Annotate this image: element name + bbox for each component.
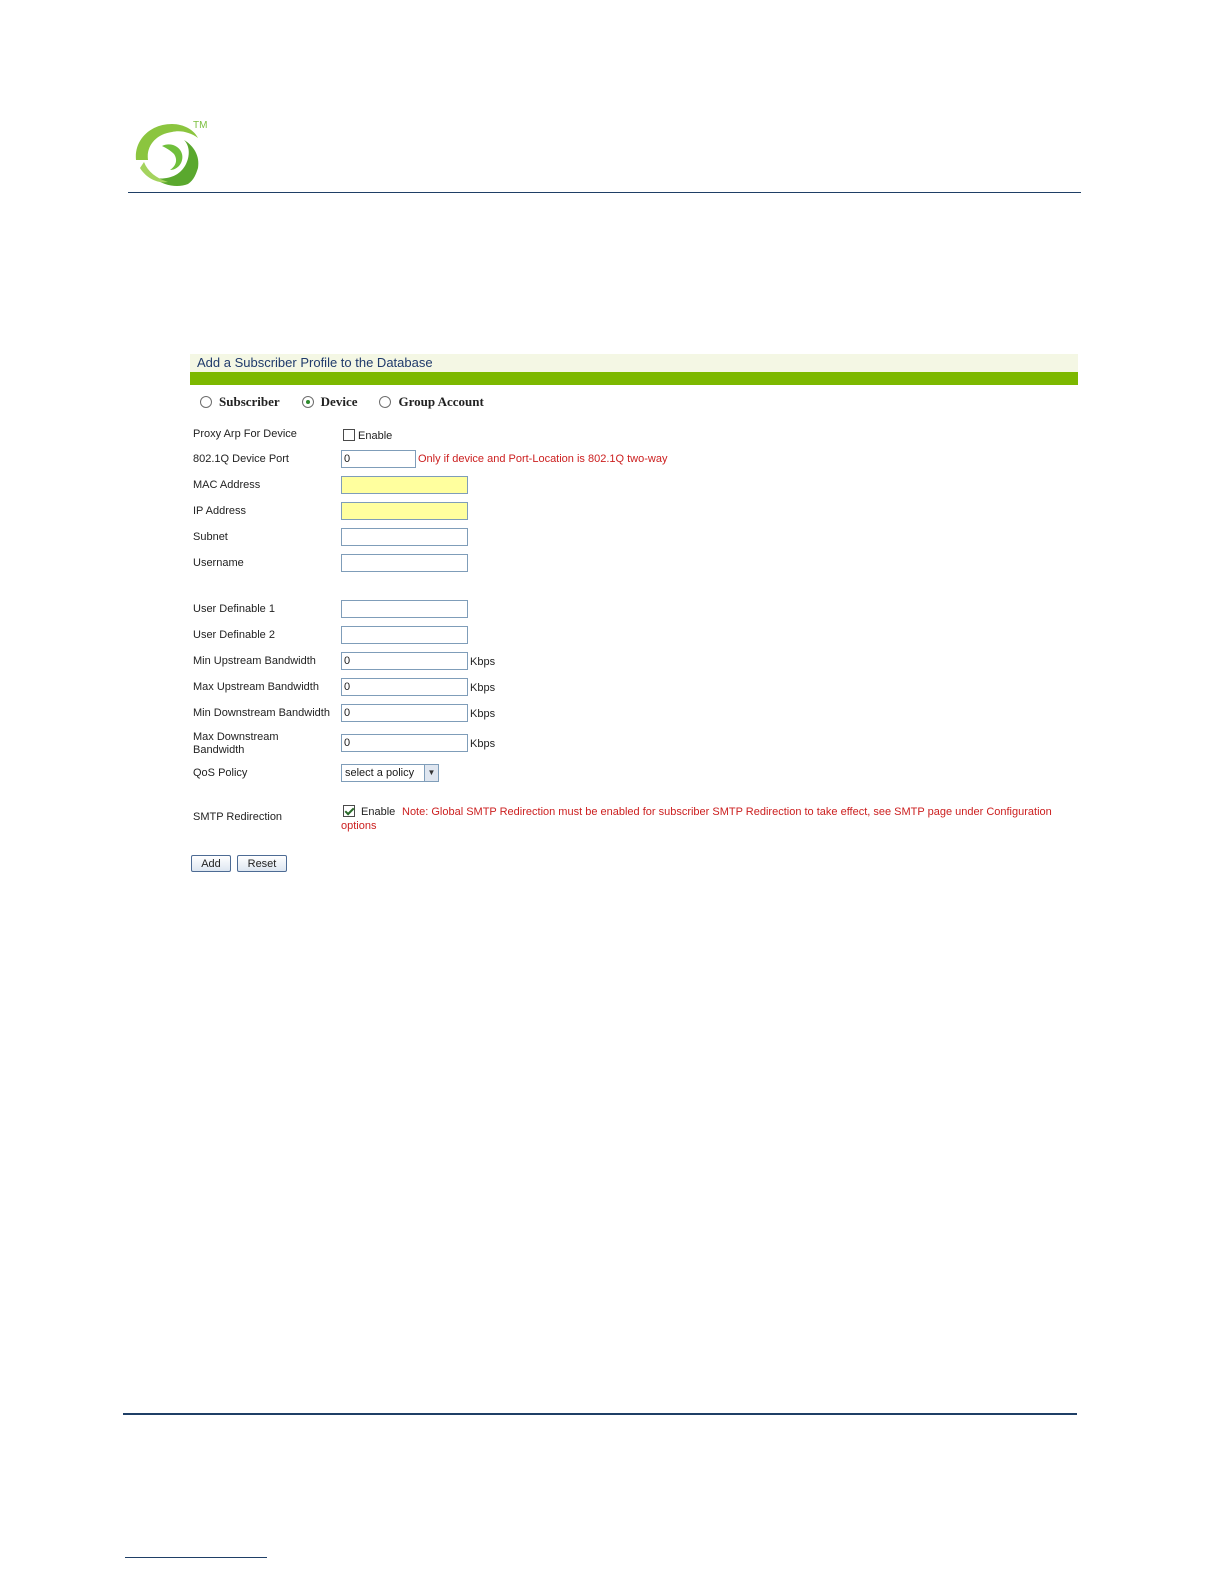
max-downstream-input[interactable]: 0 (341, 734, 468, 752)
footnote-rule (125, 1557, 267, 1558)
max-downstream-label (193, 731, 279, 757)
user-definable-1-label: User Definable 1 (193, 603, 275, 615)
trademark-text: TM (193, 120, 208, 131)
mac-address-label: MAC Address (193, 479, 261, 491)
min-downstream-label: Min Downstream Bandwidth (193, 707, 330, 719)
ip-address-label: IP Address (193, 505, 246, 517)
header-divider (128, 192, 1081, 193)
user-definable-2-input[interactable] (341, 626, 468, 644)
radio-label: Device (320, 394, 358, 409)
proxy-arp-checkbox[interactable] (343, 429, 355, 441)
mac-address-input[interactable] (341, 476, 468, 494)
radio-button[interactable] (379, 396, 391, 408)
panel-title: Add a Subscriber Profile to the Database (190, 354, 1078, 372)
proxy-arp-enable-label: Enable (358, 430, 393, 442)
qos-policy-selected: select a policy (345, 767, 415, 779)
add-button[interactable]: Add (191, 855, 231, 872)
radio-label: Subscriber (219, 394, 280, 409)
min-upstream-unit: Kbps (470, 656, 496, 668)
dot1q-port-note: Only if device and Port-Location is 802.1Q two-way (418, 453, 668, 465)
panel-accent-bar (190, 372, 1078, 385)
reset-button[interactable]: Reset (237, 855, 287, 872)
smtp-redirection-note-continued: options (341, 820, 377, 832)
username-input[interactable] (341, 554, 468, 572)
ip-address-input[interactable] (341, 502, 468, 520)
max-downstream-label-line2: Bandwidth (193, 744, 245, 756)
max-upstream-input[interactable]: 0 (341, 678, 468, 696)
smtp-redirection-checkbox[interactable] (343, 805, 355, 817)
max-downstream-label-line1: Max Downstream (193, 731, 279, 743)
user-definable-1-input[interactable] (341, 600, 468, 618)
smtp-redirection-enable-label: Enable (361, 806, 396, 818)
user-definable-2-label: User Definable 2 (193, 629, 275, 641)
min-downstream-input[interactable]: 0 (341, 704, 468, 722)
radio-group-account[interactable] (379, 394, 483, 410)
company-logo (128, 116, 214, 190)
chevron-down-icon[interactable]: ▼ (424, 765, 438, 781)
subnet-input[interactable] (341, 528, 468, 546)
max-downstream-unit: Kbps (470, 738, 496, 750)
footer-divider (123, 1413, 1077, 1415)
min-upstream-label: Min Upstream Bandwidth (193, 655, 316, 667)
radio-subscriber[interactable] (200, 394, 280, 410)
dot1q-port-label: 802.1Q Device Port (193, 453, 289, 465)
radio-device[interactable] (302, 394, 358, 410)
qos-policy-select[interactable] (341, 764, 439, 782)
smtp-redirection-label: SMTP Redirection (193, 811, 283, 823)
add-profile-panel (190, 354, 1078, 385)
smtp-redirection-note: Note: Global SMTP Redirection must be enabled for subscriber SMTP Redirection to take effect, see SMTP page under Configuration (402, 806, 1052, 818)
dot1q-port-input[interactable]: 0 (341, 450, 416, 468)
username-label: Username (193, 557, 244, 569)
radio-button[interactable] (200, 396, 212, 408)
radio-label: Group Account (398, 394, 484, 409)
max-upstream-unit: Kbps (470, 682, 496, 694)
profile-type-group (200, 393, 506, 411)
proxy-arp-label: Proxy Arp For Device (193, 428, 297, 440)
radio-button-selected[interactable] (302, 396, 314, 408)
subnet-label: Subnet (193, 531, 228, 543)
max-upstream-label: Max Upstream Bandwidth (193, 681, 319, 693)
min-upstream-input[interactable]: 0 (341, 652, 468, 670)
qos-policy-label: QoS Policy (193, 767, 248, 779)
min-downstream-unit: Kbps (470, 708, 496, 720)
